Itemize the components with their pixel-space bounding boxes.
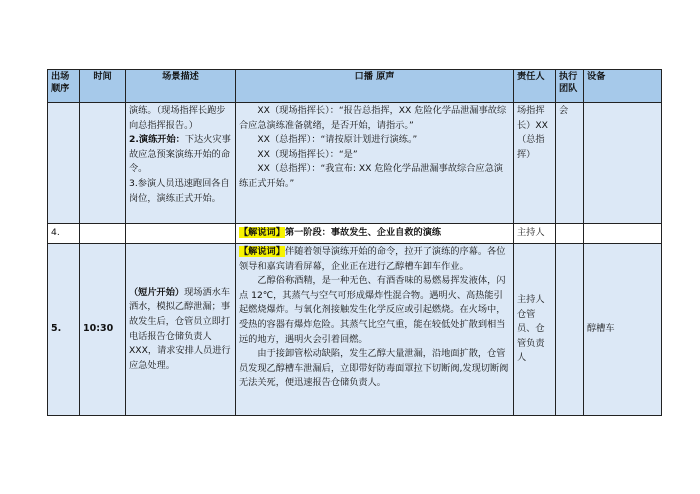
table-row-5 bbox=[48, 244, 662, 416]
cell-scene bbox=[126, 224, 236, 244]
speech-paragraph-2: 乙醇俗称酒精，是一种无色、有酒香味的易燃易挥发液体，闪点 12℃，其蒸气与空气可形成爆炸性混合物。遇明火、高热能引起燃烧爆炸。与氧化剂接触发生化学反应或引起燃烧。在火场中，受热的容器有爆炸危险。其蒸气比空气重，能在较低处扩散到相当远的地方，遇明火会引着回燃。 bbox=[239, 275, 506, 345]
narration-stage-title: 第一阶段：事故发生、企业自救的演练 bbox=[284, 227, 442, 239]
table-row-continued bbox=[48, 103, 662, 224]
speech-paragraph-1 bbox=[239, 245, 510, 274]
cell-team: 会 bbox=[556, 103, 584, 224]
cell-scene bbox=[126, 103, 236, 224]
header-order: 出场顺序 bbox=[48, 70, 80, 103]
header-responsible: 责任人 bbox=[514, 70, 556, 103]
cell-order: 5. bbox=[48, 244, 80, 416]
scene-line-3: 3.参演人员迅速跑回各自岗位，演练正式开始。 bbox=[129, 177, 230, 204]
cell-speech bbox=[236, 224, 514, 244]
narration-tag: 【解说词】 bbox=[239, 227, 285, 239]
scene-line-2-label: 2.演练开始： bbox=[129, 134, 185, 146]
cell-time bbox=[80, 103, 126, 224]
scene-clip-label: （短片开始） bbox=[129, 286, 185, 298]
scene-clip-text: 现场洒水车洒水，模拟乙醇泄漏；事故发生后，仓管员立即打电话报告仓储负责人XXX，请求安排人员进行应急处理。 bbox=[129, 286, 231, 371]
cell-team bbox=[556, 224, 584, 244]
speech-paragraph-1-text: 伴随着领导演练开始的命令，拉开了演练的序幕。各位领导和嘉宾请看屏幕，企业正在进行乙醇槽车卸车作业。 bbox=[239, 246, 506, 272]
cell-scene bbox=[126, 244, 236, 416]
cell-responsible: 主持人 bbox=[514, 224, 556, 244]
scene-line-2 bbox=[129, 133, 232, 177]
header-time: 时间 bbox=[80, 70, 126, 103]
speech-paragraph-3: 由于接卸管松动缺陷，发生乙醇大量泄漏，沿地面扩散，仓管员发现乙醇槽车泄漏后，立即带好防毒面罩拉下切断阀,发现切断阀无法关死，便迅速报告仓储负责人。 bbox=[239, 348, 509, 389]
header-speech: 口播 原声 bbox=[236, 70, 514, 103]
cell-speech bbox=[236, 103, 514, 224]
drill-script-table bbox=[47, 69, 662, 416]
header-team: 执行团队 bbox=[556, 70, 584, 103]
cell-equipment bbox=[584, 224, 662, 244]
cell-equipment bbox=[584, 103, 662, 224]
table-row-4 bbox=[48, 224, 662, 244]
cell-speech bbox=[236, 244, 514, 416]
cell-time bbox=[80, 224, 126, 244]
speech-line-1: XX（现场指挥长）：“报告总指挥，XX 危险化学品泄漏事故综合应急演练准备就绪，是否开始，请指示。” bbox=[239, 105, 507, 131]
narration-tag: 【解说词】 bbox=[239, 246, 285, 257]
header-equipment: 设备 bbox=[584, 70, 662, 103]
table-header-row bbox=[48, 70, 662, 103]
speech-line-3: XX（现场指挥长）：“是” bbox=[257, 148, 358, 160]
cell-order: 4. bbox=[48, 224, 80, 244]
cell-time: 10:30 bbox=[80, 244, 126, 416]
cell-equipment: 醇槽车 bbox=[584, 244, 662, 416]
cell-team bbox=[556, 244, 584, 416]
cell-responsible: 主持人仓管员、仓管负责人 bbox=[514, 244, 556, 416]
cell-responsible: 场指挥长）XX（总指挥） bbox=[514, 103, 556, 224]
cell-order bbox=[48, 103, 80, 224]
header-scene: 场景描述 bbox=[126, 70, 236, 103]
speech-line-4: XX（总指挥）：“我宣布: XX 危险化学品泄漏事故综合应急演练正式开始。” bbox=[239, 163, 503, 189]
scene-line-1: 演练。（现场指挥长跑步向总指挥报告。） bbox=[129, 105, 226, 131]
speech-line-2: XX（总指挥）：“请按原计划进行演练。” bbox=[257, 134, 418, 146]
scene-line-2-text: 下达火灾事故应急预案演练开始的命令。 bbox=[129, 134, 231, 175]
